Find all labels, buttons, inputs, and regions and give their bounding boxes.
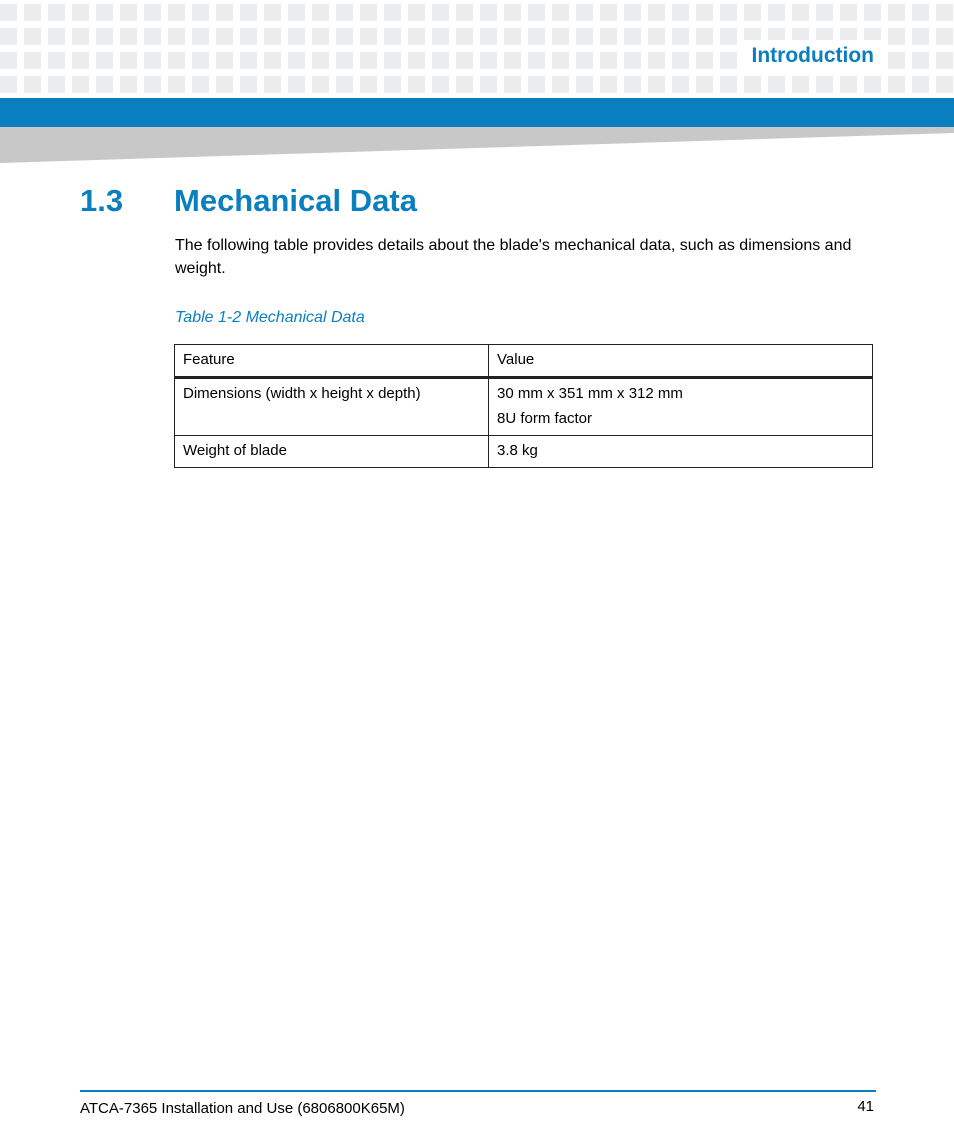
column-header-value: Value <box>489 345 873 378</box>
header-pattern-row <box>0 4 954 21</box>
intro-paragraph: The following table provides details about the blade's mechanical data, such as dimensions and weight. <box>175 237 852 277</box>
table-cell-value <box>489 436 873 468</box>
table-cell-feature: Dimensions (width x height x depth) <box>175 378 489 436</box>
value-line: 30 mm x 351 mm x 312 mm <box>497 385 683 402</box>
section-title: Mechanical Data <box>174 183 417 218</box>
table-row <box>175 436 873 468</box>
running-header-title: Introduction <box>740 40 886 72</box>
column-header-feature: Feature <box>175 345 489 378</box>
header-gray-wedge <box>0 127 954 163</box>
table-row <box>175 378 873 436</box>
footer-rule <box>80 1090 876 1092</box>
header-pattern-row <box>0 76 954 93</box>
section-number: 1.3 <box>80 183 124 218</box>
footer-page-number: 41 <box>857 1098 874 1115</box>
table-header-row <box>175 345 873 378</box>
value-line: 3.8 kg <box>497 442 538 459</box>
header-blue-bar <box>0 98 954 127</box>
table-cell-feature: Weight of blade <box>175 436 489 468</box>
footer-doc-title: ATCA-7365 Installation and Use (6806800K65M) <box>80 1100 405 1117</box>
section-heading <box>80 178 417 224</box>
mechanical-data-table <box>174 344 873 468</box>
value-line: 8U form factor <box>497 410 593 427</box>
table-cell-value <box>489 378 873 436</box>
table-caption: Table 1-2 Mechanical Data <box>175 309 365 326</box>
